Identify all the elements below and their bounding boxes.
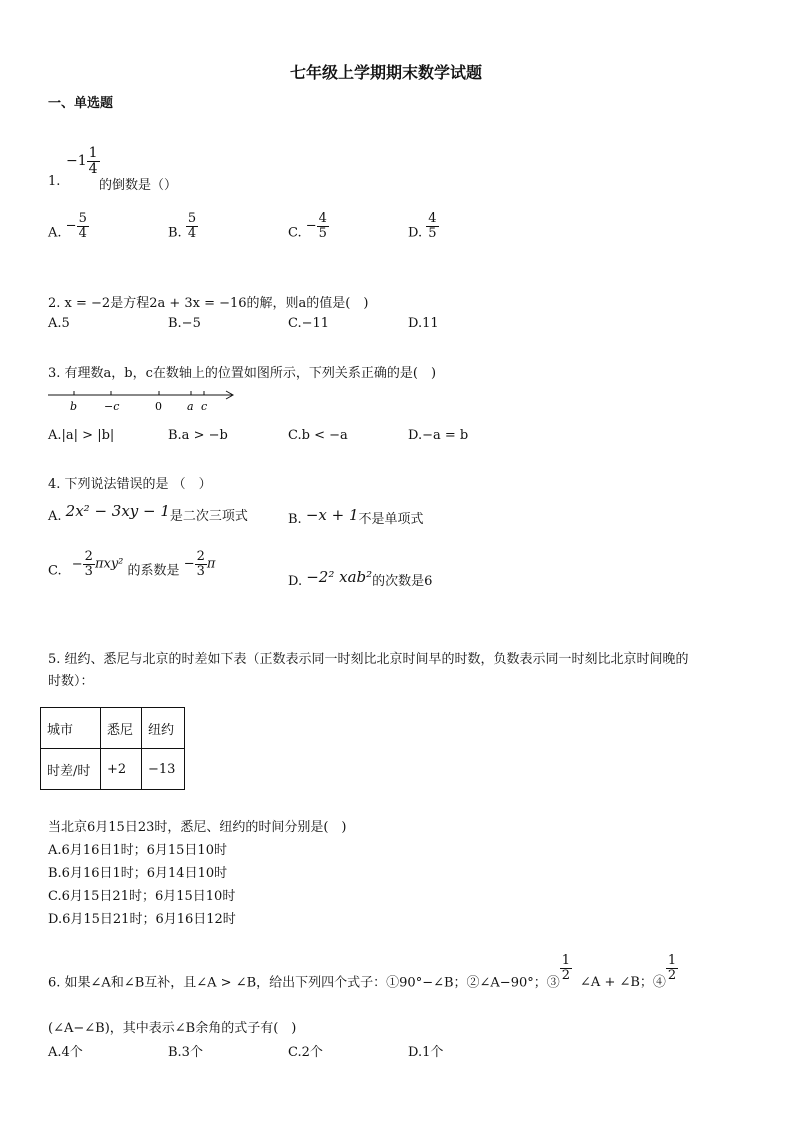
option-sign: −: [65, 218, 77, 234]
q5-question: 当北京6月15日23时，悉尼、纽约的时间分别是( ): [48, 820, 347, 835]
q6-stem-part-b: ∠A + ∠B；④: [580, 975, 666, 991]
frac-num: 4: [318, 211, 327, 226]
frac-num: 1: [667, 953, 677, 968]
option-label: C.: [48, 563, 62, 579]
table-row: [41, 749, 185, 790]
q1-option-a[interactable]: [48, 212, 89, 240]
frac-den: 4: [78, 225, 87, 241]
q4-a-expression: 2x² − 3xy − 1: [65, 502, 170, 520]
q2-option-d[interactable]: D.11: [408, 316, 439, 331]
frac-den: 3: [196, 563, 205, 579]
frac-den: 2: [561, 967, 571, 983]
q4-b-expression: −x + 1: [305, 506, 359, 524]
q1-frac-num: 1: [88, 145, 98, 161]
frac-den: 5: [318, 225, 327, 241]
option-fraction: [77, 212, 89, 240]
q4-option-b[interactable]: [288, 508, 424, 527]
label-neg-c: −c: [104, 400, 120, 413]
q5-option-b[interactable]: B.6月16日1时；6月14日10时: [48, 866, 228, 881]
time-difference-table: [40, 707, 185, 790]
frac-num: 2: [84, 549, 93, 564]
q4-d-text: 的次数是6: [372, 574, 433, 589]
label-c: c: [201, 400, 208, 413]
option-fraction: [317, 212, 329, 240]
option-label: D.: [288, 574, 303, 589]
table-cell: +2: [101, 749, 142, 790]
q6-fraction-3: [560, 954, 572, 982]
q6-fraction-4: [666, 954, 678, 982]
frac-den: 2: [667, 967, 677, 983]
q4-c-ans-fraction: [195, 550, 207, 578]
frac-num: 5: [187, 211, 197, 226]
frac-den: 5: [428, 225, 437, 241]
q4-d-expression: −2² xab²: [306, 568, 373, 586]
number-line: [46, 384, 246, 418]
label-b: b: [70, 400, 78, 413]
q1-fraction: [87, 146, 100, 176]
option-fraction: [186, 212, 198, 240]
q1-stem-suffix: 的倒数是（）: [99, 178, 178, 193]
q1-option-b[interactable]: [168, 212, 198, 240]
frac-num: 2: [196, 549, 205, 564]
q5-stem-line1: 5. 纽约、悉尼与北京的时差如下表（正数表示同一时刻比北京时间早的时数，负数表示同一时刻比北京时间晚的: [48, 652, 689, 667]
option-label: B.: [168, 225, 182, 241]
table-header-cell: 纽约: [142, 708, 185, 749]
q3-option-b[interactable]: B.a > −b: [168, 428, 228, 443]
q4-c-fraction: [83, 550, 95, 578]
q3-stem: 3. 有理数a，b，c在数轴上的位置如图所示，下列关系正确的是( ): [48, 366, 437, 381]
frac-den: 3: [84, 563, 93, 579]
q5-option-c[interactable]: C.6月15日21时；6月15日10时: [48, 889, 236, 904]
q6-option-d[interactable]: D.1个: [408, 1045, 444, 1060]
label-zero: 0: [155, 400, 162, 413]
q6-option-a[interactable]: A.4个: [48, 1045, 83, 1060]
q4-option-c[interactable]: [48, 550, 215, 578]
q4-option-a[interactable]: [48, 502, 248, 524]
option-fraction: [426, 212, 438, 240]
frac-num: 1: [561, 953, 571, 968]
frac-num: 5: [78, 211, 87, 226]
option-label: A.: [48, 225, 62, 241]
q1-prefix: −1: [66, 153, 87, 170]
table-header-cell: 悉尼: [101, 708, 142, 749]
q4-stem: 4. 下列说法错误的是 （ ）: [48, 477, 212, 492]
table-header-row: [41, 708, 185, 749]
q5-option-d[interactable]: D.6月15日21时；6月16日12时: [48, 912, 236, 927]
option-label: A.: [48, 509, 62, 524]
table-header-cell: 城市: [41, 708, 101, 749]
q4-option-d[interactable]: [288, 570, 432, 589]
frac-num: 4: [428, 211, 437, 226]
q4-c-text: 的系数是: [127, 563, 180, 579]
q4-b-text: 不是单项式: [358, 512, 424, 527]
q2-option-b[interactable]: B.−5: [168, 316, 201, 331]
q5-option-a[interactable]: A.6月16日1时；6月15日10时: [48, 843, 227, 858]
q1-option-d[interactable]: [408, 212, 439, 240]
option-sign: −: [305, 218, 317, 234]
q6-option-b[interactable]: B.3个: [168, 1045, 203, 1060]
q1-frac-den: 4: [88, 160, 98, 177]
q2-option-c[interactable]: C.−11: [288, 316, 330, 331]
q6-option-c[interactable]: C.2个: [288, 1045, 323, 1060]
q1-mixed-number: [66, 146, 100, 176]
q6-stem-line2: (∠A−∠B)，其中表示∠B余角的式子有( ): [48, 1021, 297, 1036]
q4-c-ans-sign: −: [183, 556, 195, 572]
q3-option-d[interactable]: D.−a = b: [408, 428, 469, 443]
table-cell: 时差/时: [41, 749, 101, 790]
option-label: C.: [288, 225, 302, 241]
q5-stem-line2: 时数）：: [48, 674, 94, 689]
q4-c-sign: −: [71, 556, 83, 572]
frac-den: 4: [187, 225, 197, 241]
q4-a-text: 是二次三项式: [169, 509, 248, 524]
option-label: B.: [288, 512, 302, 527]
section-heading: 一、单选题: [48, 96, 114, 111]
q1-number: 1.: [48, 174, 61, 189]
q6-stem-line1: [48, 953, 678, 991]
option-label: D.: [408, 225, 423, 241]
q1-option-c[interactable]: [288, 212, 329, 240]
q4-c-tail: πxy²: [94, 556, 124, 572]
q3-option-a[interactable]: A.|a| > |b|: [48, 428, 115, 443]
q3-option-c[interactable]: C.b < −a: [288, 428, 348, 443]
q2-stem: 2. x = −2是方程2a + 3x = −16的解，则a的值是( ): [48, 296, 369, 311]
page-title: 七年级上学期期末数学试题: [290, 63, 483, 82]
table-cell: −13: [142, 749, 185, 790]
q4-c-ans-tail: π: [206, 556, 216, 572]
label-a: a: [187, 400, 194, 413]
q2-option-a[interactable]: A.5: [48, 316, 70, 331]
q6-stem-part-a: 6. 如果∠A和∠B互补，且∠A > ∠B，给出下列四个式子：①90°−∠B；②∠A−90°；③: [48, 975, 560, 991]
